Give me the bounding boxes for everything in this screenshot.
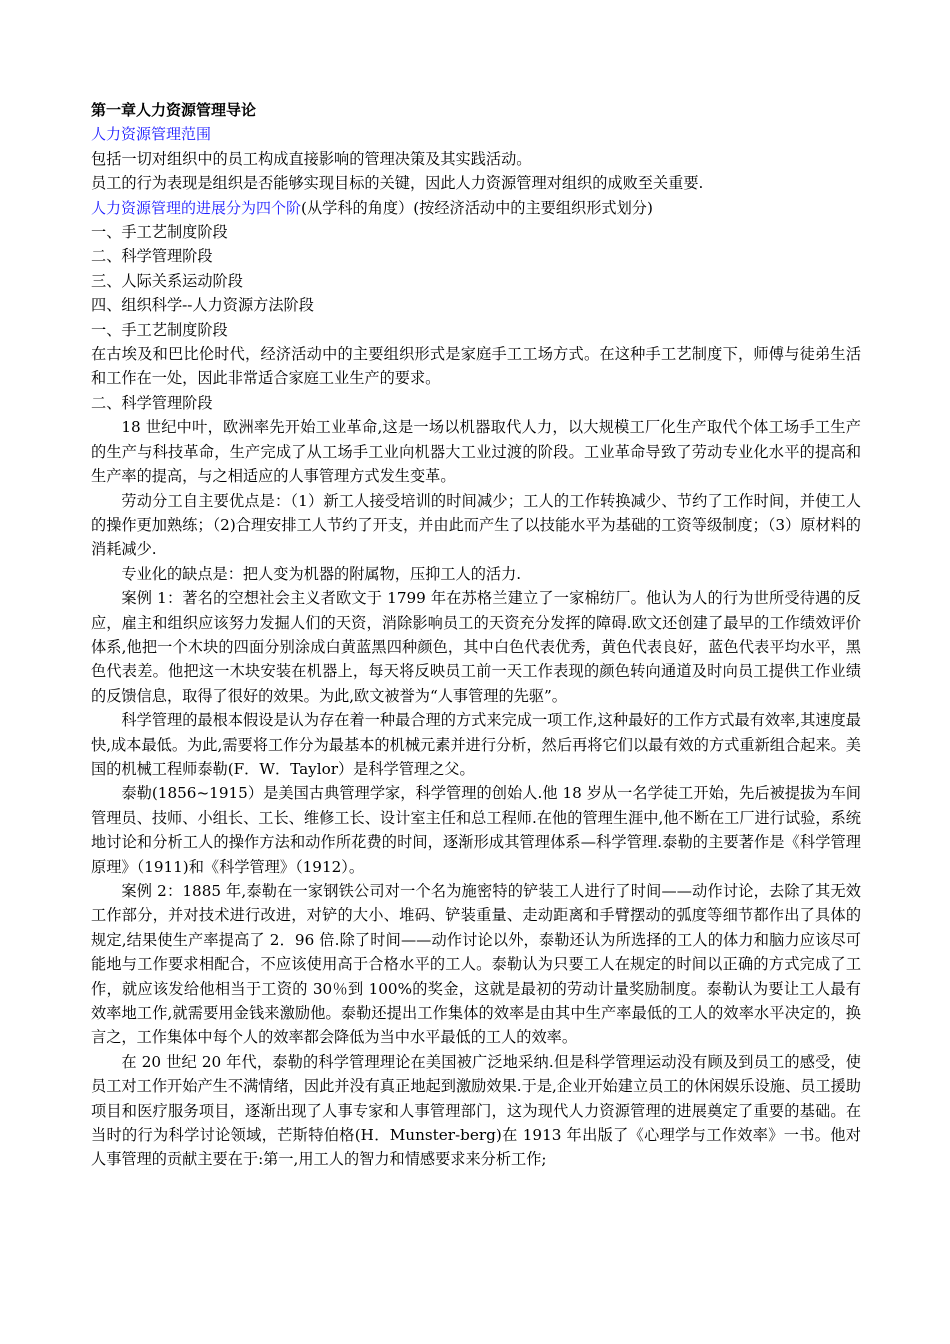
stages-heading-rest: (从学科的角度）(按经济活动中的主要组织形式划分): [301, 198, 653, 217]
stage-list-item: 二、科学管理阶段: [91, 247, 213, 266]
stage2-paragraph: 18 世纪中叶，欧洲率先开始工业革命,这是一场以机器取代人力，以大规模工厂化生产取代个体工场手工生产的生产与科技革命，生产完成了从工场手工业向机器大工业过渡的阶段。工业革命导致了劳动专业化水平的提高和生产率的提高，与之相适应的人事管理方式发生变革。: [91, 418, 861, 486]
stage-list-item: 三、人际关系运动阶段: [91, 271, 243, 290]
scope-paragraph-1: 包括一切对组织中的员工构成直接影响的管理决策及其实践活动。: [91, 149, 532, 168]
stage2-paragraph: 劳动分工自主要优点是：（1）新工人接受培训的时间减少；工人的工作转换减少、节约了工作时间，并使工人的操作更加熟练；（2)合理安排工人节约了开支，并由此而产生了以技能水平为基础的工资等级制度；（3）原材料的消耗减少.: [91, 491, 861, 559]
stage2-heading: 二、科学管理阶段: [91, 393, 213, 412]
stage2-paragraph: 在 20 世纪 20 年代，泰勒的科学管理理论在美国被广泛地采纳.但是科学管理运动没有顾及到员工的感受，使员工对工作开始产生不满情绪，因此并没有真正地起到激励效果.于是,企业开始建立员工的休闲娱乐设施、员工援助项目和医疗服务项目，逐渐出现了人事专家和人事管理部门，这为现代人力资源管理的进展奠定了重要的基础。在当时的行为科学讨论领域，芒斯特伯格(H．Munster-berg)在 1913 年出版了《心理学与工作效率》一书。他对人事管理的贡献主要在于:第一,用工人的智力和情感要求来分析工作;: [91, 1052, 861, 1169]
stage-list-item: 一、手工艺制度阶段: [91, 223, 228, 242]
stage-list-item: 四、组织科学--人力资源方法阶段: [91, 296, 314, 315]
stage2-paragraph: 案例 2：1885 年,泰勒在一家钢铁公司对一个名为施密特的铲装工人进行了时间——动作讨论，去除了其无效工作部分，并对技术进行改进，对铲的大小、堆码、铲装重量、走动距离和手臂摆动的弧度等细节都作出了具体的规定,结果使生产率提高了 2．96 倍.除了时间——动作讨论以外，泰勒还认为所选择的工人的体力和脑力应该尽可能地与工作要求相配合，不应该使用高于合格水平的工人。泰勒认为只要工人在规定的时间以正确的方式完成了工作，就应该发给他相当于工资的 30％到 100%的奖金，这就是最初的劳动计量奖励制度。泰勒认为要让工人最有效率地工作,就需要用金钱来激励他。泰勒还提出工作集体的效率是由其中生产率最低的工人的效率水平决定的，换言之，工作集体中每个人的效率都会降低为当中水平最低的工人的效率。: [91, 882, 861, 1047]
section-heading-scope: 人力资源管理范围: [91, 125, 212, 144]
stage2-paragraph: 专业化的缺点是：把人变为机器的附属物，压抑工人的活力.: [121, 564, 522, 583]
section-heading-stages: [91, 196, 861, 220]
stage2-paragraph: 科学管理的最根本假设是认为存在着一种最合理的方式来完成一项工作,这种最好的工作方式最有效率,其速度最快,成本最低。为此,需要将工作分为最基本的机械元素并进行分析，然后再将它们以最有效的方式重新组合起来。美国的机械工程师泰勒(F．W．Taylor）是科学管理之父。: [91, 711, 861, 778]
chapter-title: 第一章人力资源管理导论: [91, 101, 257, 119]
stage2-paragraph: 泰勒(1856~1915）是美国古典管理学家，科学管理的创始人.他 18 岁从一名学徒工开始，先后被提拔为车间管理员、技师、小组长、工长、维修工长、设计室主任和总工程师.在他的管理生涯中,他不断在工厂进行试验，系统地讨论和分析工人的操作方法和动作所花费的时间，逐渐形成其管理体系—科学管理.泰勒的主要著作是《科学管理原理》（1911)和《科学管理》（1912）。: [91, 784, 861, 876]
stages-heading-highlight: 人力资源管理的进展分为四个阶: [91, 198, 302, 217]
stage1-paragraph: 在古埃及和巴比伦时代，经济活动中的主要组织形式是家庭手工工场方式。在这种手工艺制度下，师傅与徒弟生活和工作在一处，因此非常适合家庭工业生产的要求。: [91, 345, 861, 388]
stage1-heading: 一、手工艺制度阶段: [91, 320, 228, 339]
document-page: [91, 98, 861, 1172]
stage2-paragraph: 案例 1：著名的空想社会主义者欧文于 1799 年在苏格兰建立了一家棉纺厂。他认为人的行为世所受待遇的反应，雇主和组织应该努力发掘人们的天资，消除影响员工的天资充分发挥的障碍.欧文还创建了最早的工作绩效评价体系,他把一个木块的四面分别涂成白黄蓝黑四种颜色，其中白色代表优秀，黄色代表良好，蓝色代表平均水平，黑色代表差。他把这一木块安装在机器上，每天将反映员工前一天工作表现的颜色转向通道及时向员工提供工作业绩的反馈信息，取得了很好的效果。为此,欧文被誉为“人事管理的先驱”。: [91, 589, 861, 705]
scope-paragraph-2: 员工的行为表现是组织是否能够实现目标的关键，因此人力资源管理对组织的成败至关重要.: [91, 174, 704, 193]
